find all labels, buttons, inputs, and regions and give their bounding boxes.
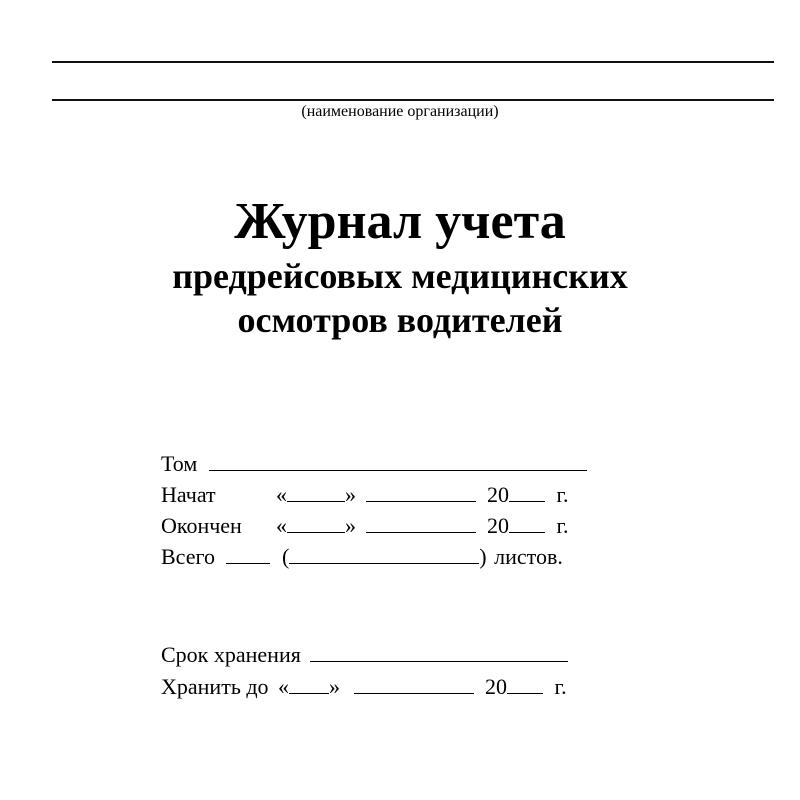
started-close-quote: » [345, 482, 356, 507]
organization-caption: (наименование организации) [301, 103, 499, 120]
title-line-3: осмотров водителей [237, 300, 563, 340]
started-year-blank [509, 481, 545, 502]
started-day-blank [287, 481, 345, 502]
keep-close-quote: » [329, 674, 341, 699]
keep-open-quote: « [278, 674, 290, 699]
ended-open-quote: « [276, 513, 287, 538]
total-open-paren: ( [281, 544, 290, 569]
title-line-2: предрейсовых медицинских [172, 256, 628, 296]
total-label: Всего [161, 544, 215, 569]
total-row [161, 543, 587, 569]
storage-period-blank [310, 641, 568, 662]
started-month-blank [366, 481, 476, 502]
started-year-suffix: г. [556, 482, 569, 507]
journal-details [161, 450, 587, 569]
ended-label: Окончен [161, 513, 242, 538]
volume-blank [209, 450, 587, 471]
keep-until-label: Хранить до [161, 674, 269, 699]
ended-month-blank [366, 512, 476, 533]
storage-period-label: Срок хранения [161, 642, 301, 667]
total-count-blank [226, 543, 270, 564]
volume-row [161, 450, 587, 476]
document-title [0, 190, 800, 342]
keep-year-blank [507, 673, 543, 694]
keep-day-blank [289, 673, 329, 694]
total-close-paren: ) [479, 544, 487, 569]
ended-close-quote: » [345, 513, 356, 538]
ended-year-prefix: 20 [487, 513, 509, 538]
volume-label: Том [161, 451, 198, 476]
storage-details [161, 641, 568, 699]
keep-year-suffix: г. [554, 674, 567, 699]
ended-year-suffix: г. [556, 513, 569, 538]
started-open-quote: « [276, 482, 287, 507]
total-words-blank [289, 543, 479, 564]
started-year-prefix: 20 [487, 482, 509, 507]
sheets-word: листов. [494, 544, 563, 569]
organization-line-top [52, 61, 774, 63]
keep-month-blank [354, 673, 474, 694]
keep-year-prefix: 20 [485, 674, 508, 699]
title-line-1: Журнал учета [234, 193, 566, 250]
started-row [161, 481, 587, 507]
keep-until-row [161, 673, 568, 699]
ended-row [161, 512, 587, 538]
organization-line-bottom [52, 99, 774, 101]
storage-period-row [161, 641, 568, 667]
ended-day-blank [287, 512, 345, 533]
started-label: Начат [161, 482, 216, 507]
ended-year-blank [509, 512, 545, 533]
